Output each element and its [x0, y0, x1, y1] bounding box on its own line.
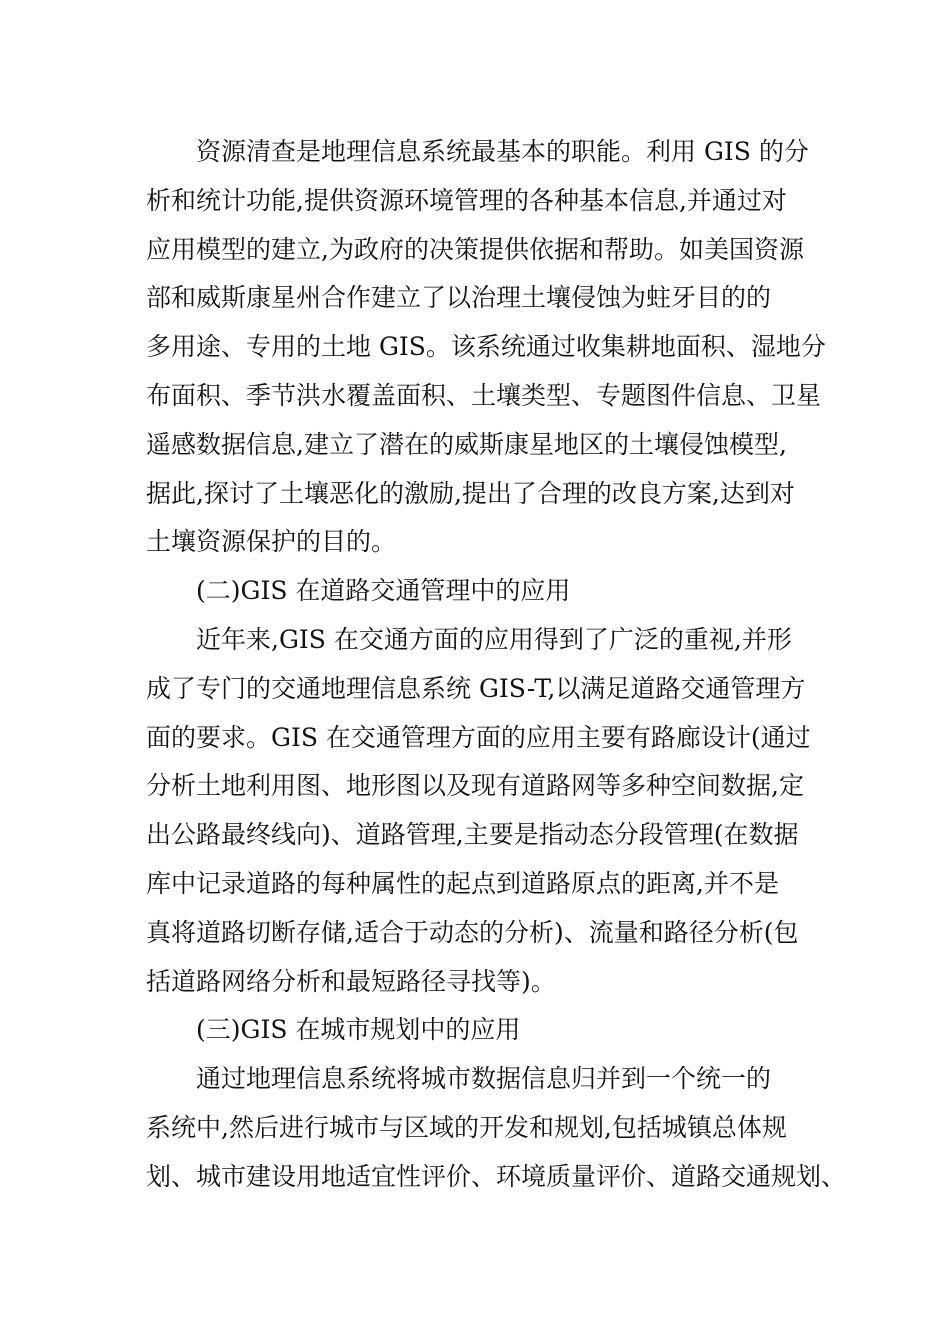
text-line: 多用途、专用的土地 GIS。该系统通过收集耕地面积、湿地分: [146, 332, 826, 362]
text-line: 近年来,GIS 在交通方面的应用得到了广泛的重视,并形: [196, 624, 792, 654]
text-line: 遥感数据信息,建立了潜在的威斯康星地区的土壤侵蚀模型,: [146, 429, 787, 459]
section-heading: (三)GIS 在城市规划中的应用: [196, 1015, 521, 1045]
text-line: 划、城市建设用地适宜性评价、环境质量评价、道路交通规划、: [146, 1161, 847, 1191]
text-line: 资源清查是地理信息系统最基本的职能。利用 GIS 的分: [196, 137, 809, 166]
text-line: 分析土地利用图、地形图以及现有道路网等多种空间数据,定: [146, 771, 804, 801]
text-line: 真将道路切断存储,适合于动态的分析)、流量和路径分析(包: [146, 917, 799, 947]
text-line: 面的要求。GIS 在交通管理方面的应用主要有路廊设计(通过: [146, 722, 811, 752]
text-line: 库中记录道路的每种属性的起点到道路原点的距离,并不是: [146, 868, 779, 898]
text-line: 部和威斯康星州合作建立了以治理土壤侵蚀为蛀牙目的的: [146, 283, 772, 313]
text-line: 土壤资源保护的目的。: [146, 527, 397, 557]
text-line: 出公路最终线向)、道路管理,主要是指动态分段管理(在数据: [146, 820, 799, 850]
text-line: 据此,探讨了土壤恶化的激励,提出了合理的改良方案,达到对: [146, 478, 795, 508]
text-line: 布面积、季节洪水覆盖面积、土壤类型、专题图件信息、卫星: [146, 380, 822, 410]
text-line: 通过地理信息系统将城市数据信息归并到一个统一的: [196, 1064, 772, 1094]
text-line: 析和统计功能,提供资源环境管理的各种基本信息,并通过对: [146, 185, 787, 215]
text-line: 括道路网络分析和最短路径寻找等)。: [146, 966, 556, 996]
text-line: 应用模型的建立,为政府的决策提供依据和帮助。如美国资源: [146, 234, 804, 264]
text-line: 成了专门的交通地理信息系统 GIS-T,以满足道路交通管理方: [146, 673, 806, 703]
text-line: 系统中,然后进行城市与区域的开发和规划,包括城镇总体规: [146, 1112, 787, 1142]
body-text: [146, 128, 847, 1202]
section-heading: (二)GIS 在道路交通管理中的应用: [196, 576, 571, 606]
